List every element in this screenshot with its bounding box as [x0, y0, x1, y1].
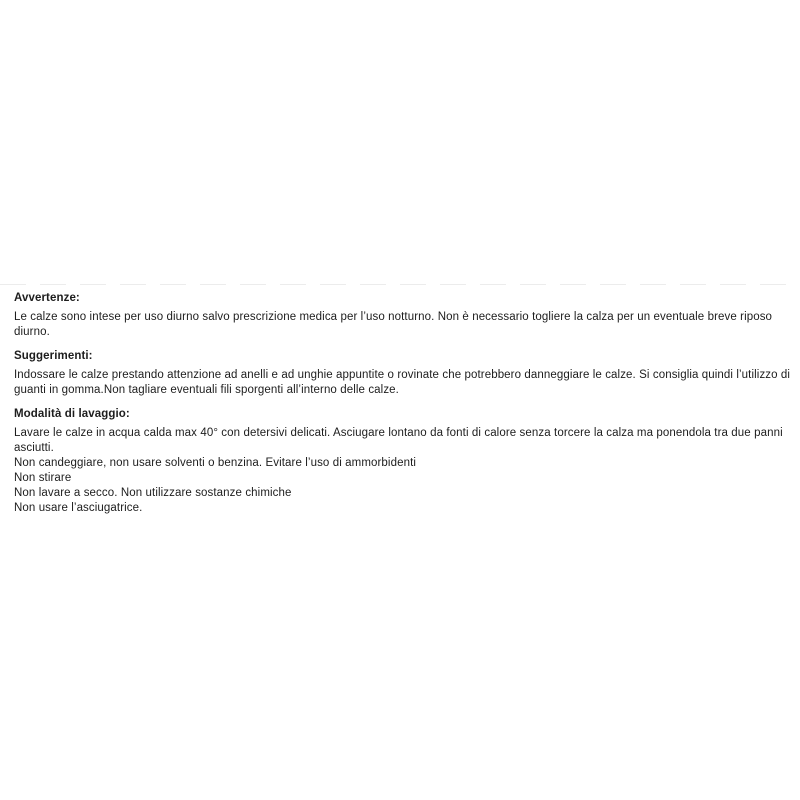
section-warnings	[14, 291, 792, 340]
warnings-heading: Avvertenze:	[14, 292, 80, 304]
washing-paragraph-no-dryer: Non usare l’asciugatrice.	[14, 502, 143, 514]
washing-paragraph-no-iron: Non stirare	[14, 472, 72, 484]
washing-paragraph-no-bleach: Non candeggiare, non usare solventi o benzina. Evitare l’uso di ammorbidenti	[14, 457, 417, 469]
washing-heading: Modalità di lavaggio:	[14, 408, 130, 420]
washing-paragraph-main: Lavare le calze in acqua calda max 40° con detersivi delicati. Asciugare lontano da fonti di calore senza torcere la calza ma ponendola tra due panni asciutti.	[14, 427, 783, 454]
washing-paragraph-no-dry-clean: Non lavare a secco. Non utilizzare sostanze chimiche	[14, 487, 292, 499]
section-suggestions	[14, 349, 792, 398]
care-instructions	[14, 291, 792, 516]
section-washing-instructions	[14, 407, 792, 516]
suggestions-paragraph: Indossare le calze prestando attenzione ad anelli e ad unghie appuntite o rovinate che potrebbero danneggiare le calze. Si consiglia quindi l’utilizzo di guanti in gomma.Non tagliare eventuali fili sporgenti all’interno delle calze.	[14, 369, 791, 396]
warnings-paragraph: Le calze sono intese per uso diurno salvo prescrizione medica per l’uso notturno. Non è necessario togliere la calza per un eventuale breve riposo diurno.	[14, 311, 773, 338]
suggestions-heading: Suggerimenti:	[14, 350, 93, 362]
fold-line-divider	[0, 284, 800, 285]
